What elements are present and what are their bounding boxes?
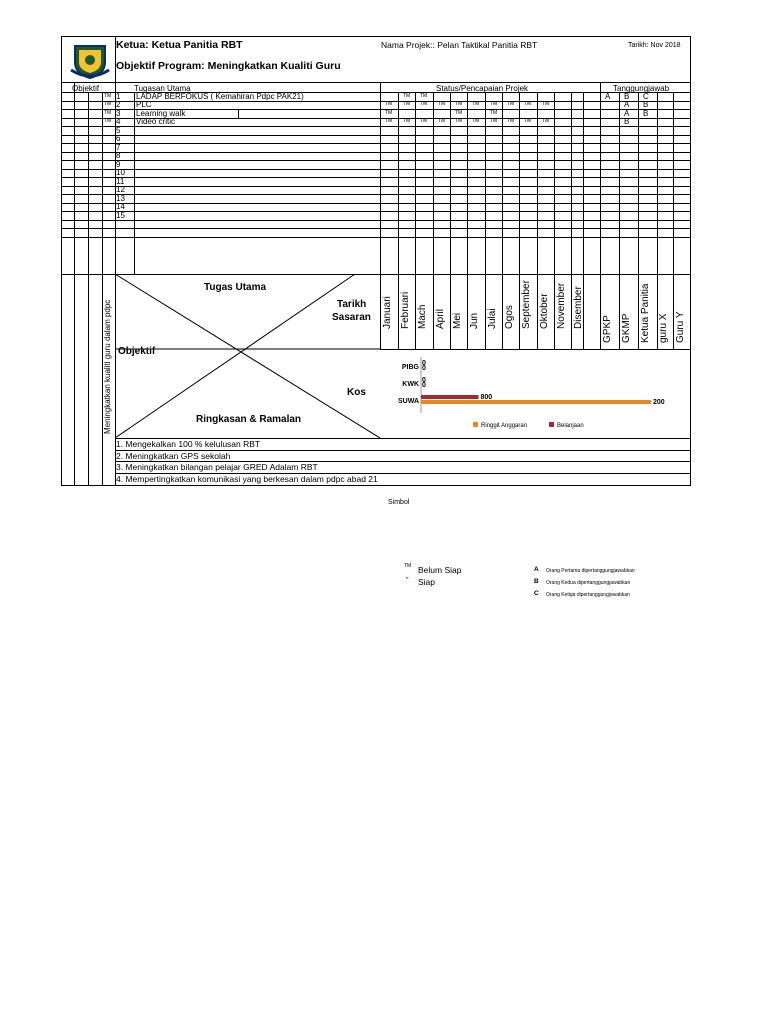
objektif-vertical-text: Meningkatkan kualiti guru dalam pdpc bbox=[103, 299, 112, 434]
month-label: Mach bbox=[417, 304, 428, 329]
task-number: 9 bbox=[116, 159, 121, 169]
tm-mark: TM bbox=[542, 118, 550, 124]
chart-legend-label: Belanjaan bbox=[557, 423, 584, 429]
grid-vline bbox=[433, 92, 434, 349]
tm-mark: TM bbox=[455, 101, 463, 107]
tm-mark: TM bbox=[524, 118, 532, 124]
grid-hline bbox=[61, 186, 690, 187]
task-number: 5 bbox=[116, 125, 121, 135]
matrix-sasaran: Sasaran bbox=[332, 312, 371, 323]
month-label: Mei bbox=[452, 312, 463, 329]
chart-data-label: 800 bbox=[480, 394, 493, 401]
tm-mark: TM bbox=[403, 101, 411, 107]
role-label: GPKP bbox=[602, 315, 613, 343]
program-objective: Objektif Program: Meningkatkan Kualiti Guru bbox=[116, 60, 341, 72]
task-number: 2 bbox=[116, 100, 121, 109]
matrix-tarikh: Tarikh bbox=[337, 299, 367, 310]
tanggungjawab-header: Tanggungjawab bbox=[613, 84, 670, 93]
outcome-item: 3. Meningkatkan bilangan pelajar GRED Adalam RBT bbox=[116, 462, 318, 473]
tm-mark: TM bbox=[104, 118, 112, 124]
grid-vline bbox=[638, 92, 639, 349]
tm-mark: TM bbox=[472, 118, 480, 124]
grid-hline bbox=[61, 82, 690, 83]
tugasan-header: Tugasan Utama bbox=[134, 84, 191, 93]
legend-c-text: Orang Ketiga dipertanggungjawabkan bbox=[546, 592, 630, 598]
grid-hline bbox=[61, 160, 690, 161]
role-label: Ketua Panitia bbox=[640, 283, 651, 343]
month-label: April bbox=[435, 308, 446, 329]
task-number: 6 bbox=[116, 134, 121, 143]
tm-mark: TM bbox=[472, 101, 480, 107]
tm-mark: TM bbox=[490, 109, 498, 116]
grid-hline bbox=[61, 177, 690, 178]
outcome-item: 1. Mengekalkan 100 % kelulusan RBT bbox=[116, 439, 261, 449]
objektif-header: Objektif bbox=[72, 84, 100, 93]
month-label: Disember bbox=[573, 286, 584, 329]
tm-mark: TM bbox=[455, 109, 463, 116]
grid-hline bbox=[61, 203, 690, 204]
task-number: 3 bbox=[116, 108, 121, 118]
grid-vline bbox=[519, 92, 520, 349]
tm-mark: TM bbox=[490, 101, 498, 107]
role-label: guru X bbox=[658, 313, 669, 343]
month-label: Ogos bbox=[504, 305, 515, 329]
chart-category-label: SUWA bbox=[398, 398, 419, 405]
task-responsibility: B bbox=[643, 108, 649, 118]
tm-mark: TM bbox=[524, 101, 532, 107]
grid-hline bbox=[61, 126, 690, 127]
task-responsibility: C bbox=[643, 91, 649, 101]
tm-mark: TM bbox=[420, 92, 428, 99]
month-label: Januari bbox=[382, 296, 393, 329]
tm-mark: TM bbox=[385, 109, 393, 116]
task-number: 1 bbox=[116, 91, 121, 101]
grid-hline bbox=[61, 228, 690, 229]
tm-mark: TM bbox=[438, 101, 446, 107]
tm-mark: TM bbox=[455, 118, 463, 124]
chart-legend-swatch bbox=[549, 422, 554, 427]
chart-category-label: KWK bbox=[402, 381, 419, 388]
grid-vline bbox=[380, 92, 381, 349]
chart-data-label: 0 bbox=[422, 360, 426, 367]
grid-vline bbox=[115, 36, 116, 92]
chart-bar bbox=[421, 395, 479, 399]
siap-symbol: " bbox=[406, 577, 409, 584]
grid-hline bbox=[61, 152, 690, 153]
task-responsibility: A bbox=[624, 100, 630, 109]
legend-a-text: Orang Pertama dipertanggungjawabkan bbox=[546, 568, 635, 574]
chart-legend-label: Ringgit Anggaran bbox=[481, 423, 528, 429]
tm-mark: TM bbox=[385, 118, 393, 124]
tm-mark: TM bbox=[490, 118, 498, 124]
grid-vline bbox=[554, 92, 555, 349]
tm-mark: TM bbox=[507, 118, 515, 124]
task-number: 7 bbox=[116, 142, 121, 152]
tm-mark: TM bbox=[385, 101, 393, 107]
grid-hline bbox=[61, 101, 690, 102]
task-number: 11 bbox=[116, 176, 125, 186]
grid-vline bbox=[673, 92, 674, 349]
grid-hline bbox=[61, 194, 690, 195]
tm-mark: TM bbox=[420, 118, 428, 124]
legend-a: A bbox=[534, 566, 539, 573]
tm-mark: TM bbox=[104, 109, 112, 116]
chart-legend-swatch bbox=[473, 422, 478, 427]
chart-data-label: 0 bbox=[422, 365, 426, 372]
grid-vline bbox=[537, 92, 538, 349]
task-name: LADAP BERFOKUS ( Kemahiran Pdpc PAK21) bbox=[136, 91, 304, 101]
task-name: PLC bbox=[136, 100, 152, 109]
task-responsibility: B bbox=[643, 100, 649, 109]
chart-data-label: 0 bbox=[422, 382, 426, 389]
task-number: 14 bbox=[116, 202, 125, 211]
month-label: Julai bbox=[487, 308, 498, 329]
tm-mark: TM bbox=[438, 118, 446, 124]
belum-siap-label: Belum Siap bbox=[418, 565, 462, 575]
month-label: Oktober bbox=[539, 293, 550, 329]
task-responsibility: A bbox=[605, 91, 611, 101]
month-label: September bbox=[521, 280, 532, 329]
tm-mark: TM bbox=[403, 118, 411, 124]
task-number: 4 bbox=[116, 117, 121, 126]
legend-b-text: Orang Kedua dipertanggungjawabkan bbox=[546, 580, 631, 586]
grid-vline bbox=[657, 92, 658, 349]
task-responsibility: A bbox=[624, 108, 630, 118]
grid-hline bbox=[61, 169, 690, 170]
task-number: 15 bbox=[116, 210, 125, 220]
grid-vline bbox=[485, 92, 486, 349]
tm-mark: TM bbox=[507, 101, 515, 107]
tm-mark: TM bbox=[403, 92, 411, 99]
matrix-kos: Kos bbox=[347, 387, 366, 398]
matrix-objektif: Objektif bbox=[118, 346, 156, 357]
tm-symbol: TM bbox=[404, 563, 412, 569]
tm-mark: TM bbox=[104, 92, 112, 99]
matrix-tugas-utama: Tugas Utama bbox=[204, 282, 267, 293]
grid-vline bbox=[502, 92, 503, 349]
grid-vline bbox=[571, 92, 572, 349]
task-responsibility: B bbox=[624, 117, 630, 126]
chart-category-label: PIBG bbox=[401, 364, 419, 371]
role-label: GKMP bbox=[621, 313, 632, 343]
grid-vline bbox=[134, 92, 135, 274]
grid-vline bbox=[467, 92, 468, 349]
outcome-item: 2. Meningkatkan GPS sekolah bbox=[116, 450, 231, 461]
project-date: Tarikh: Nov 2018 bbox=[628, 42, 681, 49]
grid-vline bbox=[398, 92, 399, 349]
task-number: 12 bbox=[116, 185, 125, 194]
project-name: Nama Projek:: Pelan Taktikal Panitia RBT bbox=[381, 40, 538, 50]
task-cell-divider bbox=[238, 109, 381, 118]
tm-mark: TM bbox=[104, 101, 112, 107]
grid-vline bbox=[619, 92, 620, 349]
grid-hline bbox=[61, 135, 690, 136]
cost-chart bbox=[381, 349, 689, 437]
grid-hline bbox=[61, 211, 690, 212]
ketua-title: Ketua: Ketua Panitia RBT bbox=[116, 39, 243, 51]
legend-c: C bbox=[534, 590, 539, 597]
role-label: Guru Y bbox=[675, 311, 686, 343]
task-number: 10 bbox=[116, 168, 125, 177]
grid-hline bbox=[61, 237, 690, 238]
month-label: November bbox=[556, 282, 567, 329]
tm-mark: TM bbox=[542, 101, 550, 107]
task-responsibility: B bbox=[624, 91, 630, 101]
outcome-item: 4. Mempertingkatkan komunikasi yang berkesan dalam pdpc abad 21 bbox=[116, 473, 378, 484]
status-header: Status/Pencapaian Projek bbox=[436, 84, 529, 93]
task-name: Video critic bbox=[136, 117, 175, 126]
simbol-label: Simbol bbox=[388, 499, 410, 506]
task-number: 13 bbox=[116, 193, 125, 203]
month-label: Jun bbox=[469, 312, 480, 329]
chart-data-label: 0 bbox=[422, 377, 426, 384]
grid-vline bbox=[415, 92, 416, 349]
legend-b: B bbox=[534, 578, 539, 585]
task-number: 8 bbox=[116, 151, 121, 160]
matrix-ringkasan: Ringkasan & Ramalan bbox=[196, 414, 302, 425]
chart-bar bbox=[421, 400, 651, 404]
chart-data-label: 200 bbox=[653, 399, 665, 406]
siap-label: Siap bbox=[418, 577, 436, 587]
month-label: Februari bbox=[400, 291, 411, 329]
grid-hline bbox=[61, 220, 690, 221]
grid-vline bbox=[690, 92, 691, 349]
grid-vline bbox=[450, 92, 451, 349]
grid-vline bbox=[600, 92, 601, 349]
task-name: Learning walk bbox=[136, 108, 186, 118]
grid-hline bbox=[61, 143, 690, 144]
tm-mark: TM bbox=[420, 101, 428, 107]
